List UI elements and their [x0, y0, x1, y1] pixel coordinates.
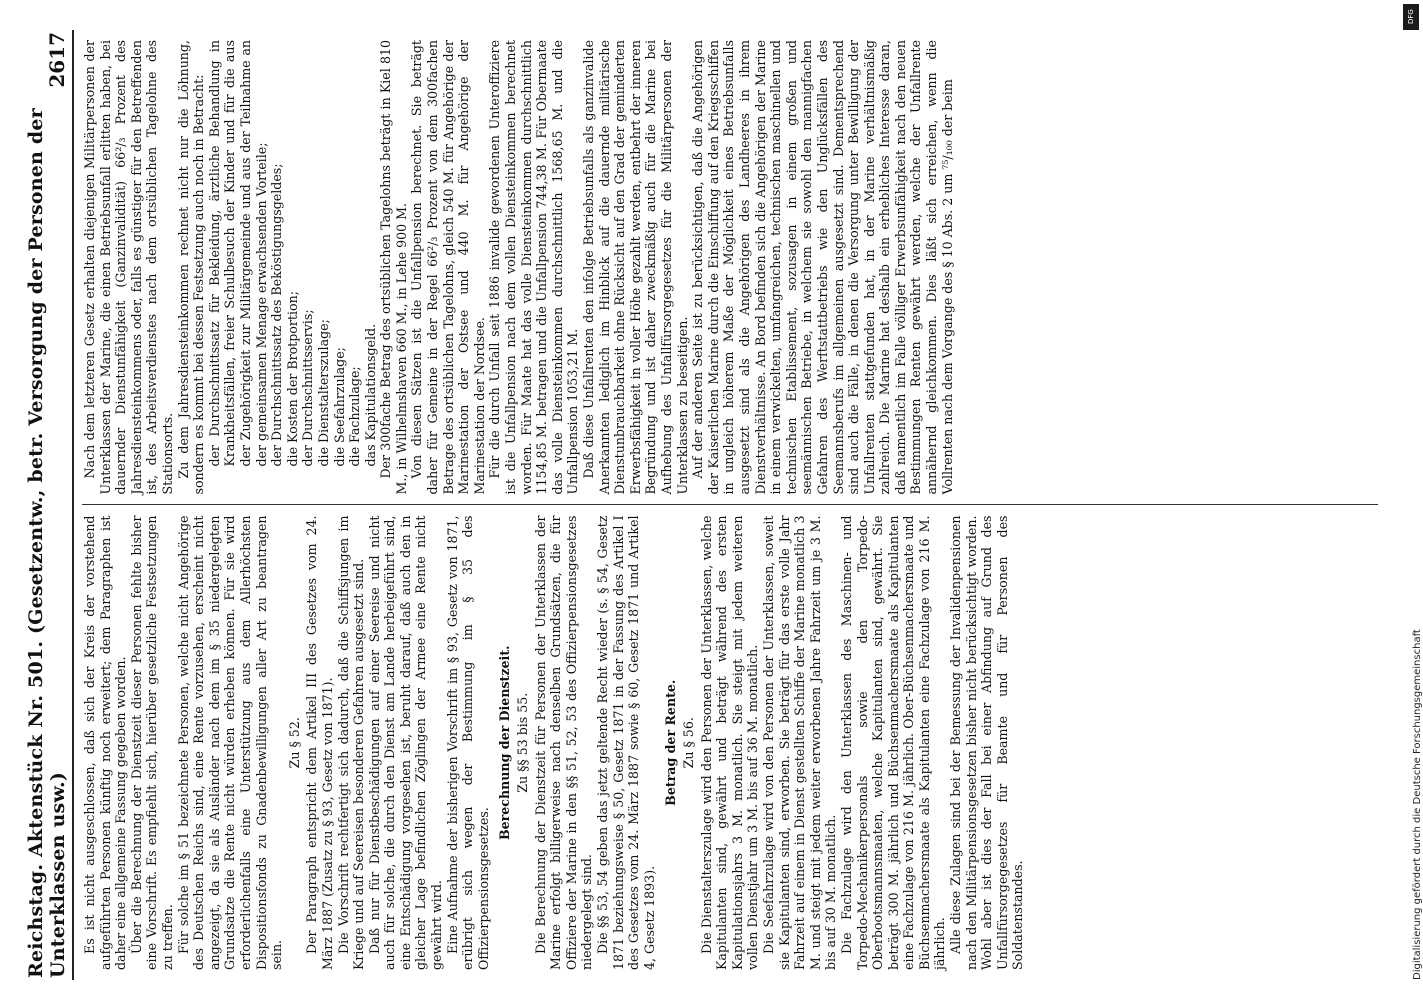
paragraph: Eine Aufnahme der bisherigen Vorschrift im § 93, Gesetz von 1871, erübrigt sich wegen der Bestimmung im § 35 des Offizierpensionsgesetzes.: [444, 515, 491, 970]
rotated-page-content: [25, 30, 1380, 980]
section-heading: Betrag der Rente.: [663, 679, 679, 806]
paragraph: Nach dem letzteren Gesetz erhalten diejenigen Militärpersonen der Unterklassen der Marine, die einen Betriebsunfall erlitten haben, bei dauernder Dienstunfähigkeit (Ganzinvalidität) 66²/₃ Prozent des Jahresdiensteinkommens oder, falls es günstiger für den Betreffenden ist, des Arbeitsverdienstes nach dem ortsüblichen Tagelohne des Stationsorts.: [82, 40, 175, 495]
paragraph: Die Fachzulage wird den Unterklassen des Maschinen- und Torpedo-Mechanikerpersonals sowie den Torpedo-Oberbootsmannsmaaten, welche Kapitulanten sind, gewährt. Sie beträgt 300 M. jährlich und Büchsenmachersmaate als Kapitulanten eine Fachzulage von 216 M. jährlich. Ober-Büchsenmachersmaate und Büchsenmachersmaate als Kapitulanten eine Fachzulage von 216 M. jährlich.: [838, 515, 948, 970]
paragraph: Die Berechnung der Dienstzeit für Personen der Unterklassen der Marine erfolgt billigerweise nach denselben Grundsätzen, die für Offiziere der Marine in den §§ 51, 52, 53 des Offizierpensionsgesetzes niedergelegt sind.: [532, 515, 595, 970]
list-item: der Durchschnittssatz für Bekleidung, ärztliche Behandlung in Krankheitsfällen, freier Schulbesuch der Kinder und für die aus der Zugehörigkeit zur Militärgemeinde und aus der Teilnahme an der gemeinsamen Menage erwachsenden Vorteile;: [206, 40, 269, 467]
digitization-note-text: Digitalisierung gefördert durch die Deutsche Forschungsgemeinschaft: [1412, 629, 1423, 980]
paragraph: Alle diese Zulagen sind bei der Bemessung der Invalidenpensionen nach den Militärpensionsgesetzen bisher nicht berücksichtigt worden. Wohl aber ist dies der Fall bei einer Abfindung auf Grund des Unfallfürsorgegesetzes für Beamte und für Personen des Soldatenstandes.: [948, 515, 1026, 970]
section-reference: Zu §§ 53 bis 55.: [515, 692, 531, 793]
paragraph: Für die durch Unfall seit 1886 invalide gewordenen Unteroffiziere ist die Unfallpension nach dem vollen Diensteinkommen berechnet worden. Für Maate hat das volle Diensteinkommen durchschnittlich 1154,85 M. betragen und die Unfallpension 744,38 M. Für Obermaate das volle Diensteinkommen durchschnittlich 1568,65 M. und die Unfallpension 1053,21 M.: [487, 40, 581, 495]
list-item: die Fachzulage;: [347, 366, 363, 467]
paragraph: Daß diese Unfallrenten den infolge Betriebsunfalls als ganzinvalide Anerkannten lediglich im Hinblick auf die dauernde militärische Dienstunbrauchbarkeit ohne Rücksicht auf den Grad der geminderten Erwerbsfähigkeit in voller Höhe gezahlt werden, entbehrt der inneren Begründung und ist daher zweckmäßig auch für die Marine bei Aufhebung des Unfallfürsorgegesetzes für die Militärpersonen der Unterklassen zu beseitigen.: [581, 40, 690, 495]
right-column: [82, 30, 1378, 506]
paragraph: Über die Berechnung der Dienstzeit dieser Personen fehlte bisher eine Vorschrift. Es empfiehlt sich, hierüber gesetzliche Festsetzungen zu treffen.: [128, 515, 175, 970]
paragraph: Die Vorschrift rechtfertigt sich dadurch, daß die Schiffsjungen im Kriege und auf Seereisen besonderen Gefahren ausgesetzt sind.: [335, 515, 367, 970]
paragraph: Auf der anderen Seite ist zu berücksichtigen, daß die Angehörigen der Kaiserlichen Marine durch die Einschiffung auf den Kriegsschiffen in ungleich höherem Maße der Möglichkeit eines Betriebsunfalls ausgesetzt sind als die Angehörigen des Landheeres in ihrem Dienstverhältnisse. An Bord befinden sich die Angehörigen der Marine in einem verwickelten, umfangreichen, technischen maschinellen und technischen Etablissement, sozusagen in einem großen und seemännischen Betriebe, in welchem sie sowohl den mannigfachen Gefahren des Werftstattbetriebs wie den Unglücksfällen des Seemannsberufs im allgemeinen ausgesetzt sind. Dementsprechend sind auch die Fälle, in denen die Versorgung unter Bewilligung der Unfallrenten stattgefunden hat, in der Marine verhältnismäßig zahlreich. Die Marine hat deshalb ein erhebliches Interesse daran, daß namentlich im Falle völliger Erwerbsunfähigkeit nach den neuen Bestimmungen Renten gewährt werden, welche der Unfallrente annähernd gleichkommen. Dies läßt sich erreichen, wenn die Vollrenten nach dem Vorgange des § 10 Abs. 2 um ⁷⁵/₁₀₀ der beim: [690, 40, 955, 495]
paragraph: Die §§ 53, 54 geben das jetzt geltende Recht wieder (s. § 54, Gesetz 1871 beziehungsweise § 50, Gesetz 1871 in der Fassung des Artikel I des Gesetzes vom 24. März 1887 sowie § 60, Gesetz 1871 und Artikel 4, Gesetz 1893).: [595, 515, 657, 970]
left-column: [82, 506, 1378, 981]
paragraph: Die Dienstalterszulage wird den Personen der Unterklassen, welche Kapitulanten sind, gewährt und beträgt während des ersten Kapitulationsjahrs 3 M. monatlich. Sie steigt mit jedem weiteren vollen Dienstjahr um 3 M. bis auf 36 M. monatlich.: [698, 515, 761, 970]
dfg-logo: DFG: [1403, 4, 1419, 30]
paragraph: Zu dem Jahresdiensteinkommen rechnet nicht nur die Löhnung, sondern es kommt bei dessen Festsetzung auch noch in Betracht:: [175, 40, 207, 495]
section-reference: Zu § 52.: [286, 717, 302, 769]
section-reference: Zu § 56.: [680, 717, 696, 769]
list-item: die Seefahrzulage;: [331, 347, 347, 467]
page-number: 2617: [45, 32, 69, 88]
list-item: der Durchschnittssatz des Beköstigungsgeldes;: [269, 163, 285, 467]
page-title: Reichstag. Aktenstück Nr. 501. (Gesetzentw., betr. Versorgung der Personen der Unterklassen usw.): [25, 108, 69, 978]
list-item: die Kosten der Brotportion;: [284, 291, 300, 467]
paragraph: Daß nur für Dienstbeschädigungen auf einer Seereise und nicht auch für solche, die durch den Dienst am Lande herbeigeführt sind, eine Entschädigung vorgesehen ist, beruht darauf, daß auch den in gleicher Lage befindlichen Zöglingen der Armee eine Rente nicht gewährt wird.: [366, 515, 445, 970]
paragraph: Für solche im § 51 bezeichnete Personen, welche nicht Angehörige des Deutschen Reichs sind, eine Rente vorzusehen, erscheint nicht angezeigt, da sie als Ausländer nach dem im § 35 niedergelegten Grundsatze die Rente nicht würden erheben können. Für sie wird erforderlichenfalls eine Unterstützung aus dem Allerhöchsten Dispositionsfonds zu Gnadenbewilligungen aller Art zu beantragen sein.: [175, 515, 285, 970]
section-heading: Berechnung der Dienstzeit.: [497, 645, 513, 841]
paragraph: Der Paragraph entspricht dem Artikel III des Gesetzes vom 24. März 1887 (Zusatz zu § 93, Gesetz von 1871).: [304, 515, 335, 970]
list-item: die Dienstalterszulage;: [315, 319, 331, 467]
text-columns: [82, 30, 1378, 980]
list-item: der Durchschnittsservis;: [300, 309, 316, 467]
paragraph: Die Seefahrzulage wird von den Personen der Unterklassen, soweit sie Kapitulanten sind, erworben. Sie beträgt für das erste volle Jahr Fahrzeit auf einem in Dienst gestellten Schiffe der Marine monatlich 3 M. und steigt mit jedem weiter erworbenen Jahre Fahrzeit um je 3 M. bis auf 30 M. monatlich.: [760, 515, 839, 970]
paragraph: Es ist nicht ausgeschlossen, daß sich der Kreis der vorstehend aufgeführten Personen künftig noch erweitert; dem Paragraphen ist daher eine allgemeine Fassung gegeben worden.: [82, 515, 129, 970]
digitization-note: [1392, 20, 1423, 980]
page-header: [25, 30, 74, 980]
paragraph: Von diesen Sätzen ist die Unfallpension berechnet. Sie beträgt daher für Gemeine in der Regel 66²/₃ Prozent von dem 300fachen Betrage des ortsüblichen Tagelohns, gleich 540 M. für Angehörige der Marinestation der Ostsee und 440 M. für Angehörige der Marinestation der Nordsee.: [409, 40, 487, 495]
paragraph: Der 300fache Betrag des ortsüblichen Tagelohns beträgt in Kiel 810 M., in Wilhelmshaven 660 M., in Lehe 900 M.: [378, 40, 409, 495]
list-item: das Kapitulationsgeld.: [362, 323, 378, 467]
